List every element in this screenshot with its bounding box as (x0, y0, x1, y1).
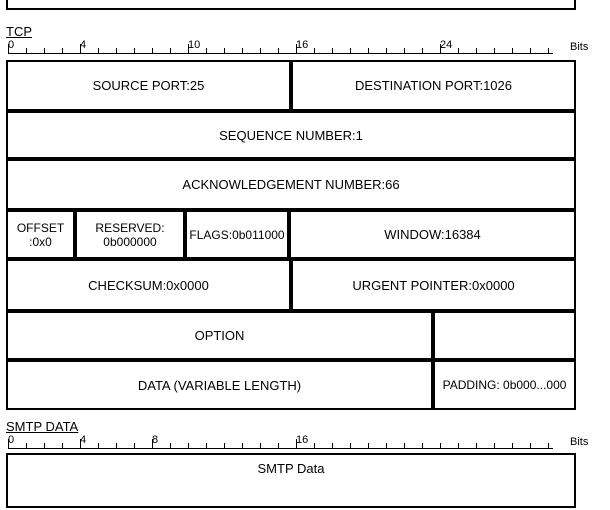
ruler-tick (98, 48, 99, 54)
ruler-tick (512, 48, 513, 54)
ruler-number: 0 (8, 39, 15, 51)
ruler-number: 0 (8, 434, 15, 446)
ruler-tick (62, 443, 63, 449)
ruler-tick (224, 48, 225, 54)
ruler-tick (242, 48, 243, 54)
ruler-tick (458, 443, 459, 449)
ruler-number: 10 (188, 39, 201, 51)
ruler-tick (350, 443, 351, 449)
ruler-tick (116, 443, 117, 449)
ruler-tick (314, 48, 315, 54)
ruler-tick (404, 443, 405, 449)
ruler-tick (26, 48, 27, 54)
field-option-filler (433, 311, 576, 360)
ruler-bits-label: Bits (570, 436, 589, 448)
ruler-tick (386, 48, 387, 54)
ruler-tick (206, 443, 207, 449)
ruler-tick (44, 48, 45, 54)
ruler-tick (152, 48, 153, 54)
ruler-tick (332, 48, 333, 54)
ruler-tick (422, 443, 423, 449)
ruler-tick (278, 443, 279, 449)
ruler-tick (260, 443, 261, 449)
ruler-tick (440, 443, 441, 449)
ruler-bits-label: Bits (570, 41, 589, 53)
ruler-tick (368, 443, 369, 449)
ruler-tick (170, 443, 171, 449)
previous-header-box-partial (6, 0, 576, 10)
ruler-tick (242, 443, 243, 449)
ruler-tick (476, 443, 477, 449)
ruler-tick (134, 48, 135, 54)
ruler-tick (98, 443, 99, 449)
ruler-tick (494, 443, 495, 449)
ruler-tick (548, 443, 549, 449)
field-checksum: CHECKSUM:0x0000 (6, 259, 291, 311)
ruler-tick (530, 48, 531, 54)
ruler-tick (188, 443, 189, 449)
ruler-tick (386, 443, 387, 449)
ruler-tick (62, 48, 63, 54)
ruler-number: 24 (440, 39, 453, 51)
ruler-number: 16 (296, 39, 309, 51)
ruler-tick (260, 48, 261, 54)
bit-ruler-tcp (8, 40, 598, 60)
ruler-tick (494, 48, 495, 54)
field-destination-port: DESTINATION PORT:1026 (291, 60, 576, 111)
ruler-tick (350, 48, 351, 54)
ruler-number: 8 (152, 434, 159, 446)
ruler-tick (422, 48, 423, 54)
ruler-tick (278, 48, 279, 54)
section-label-smtp-data: SMTP DATA (6, 419, 79, 434)
ruler-number: 4 (80, 39, 87, 51)
ruler-number: 4 (80, 434, 87, 446)
ruler-tick (548, 48, 549, 54)
field-urgent-pointer: URGENT POINTER:0x0000 (291, 259, 576, 311)
field-sequence-number: SEQUENCE NUMBER:1 (6, 111, 576, 159)
ruler-tick (134, 443, 135, 449)
ruler-tick (476, 48, 477, 54)
field-smtp-data: SMTP Data (6, 453, 576, 508)
field-acknowledgement-number: ACKNOWLEDGEMENT NUMBER:66 (6, 159, 576, 210)
ruler-number: 16 (296, 434, 309, 446)
ruler-tick (530, 443, 531, 449)
field-padding: PADDING: 0b000...000 (433, 360, 576, 410)
field-offset: OFFSET :0x0 (6, 210, 75, 259)
field-flags: FLAGS:0b011000 (185, 210, 289, 259)
ruler-tick (224, 443, 225, 449)
ruler-line (8, 53, 553, 54)
ruler-tick (116, 48, 117, 54)
ruler-tick (512, 443, 513, 449)
bit-ruler-smtp (8, 435, 598, 455)
ruler-tick (44, 443, 45, 449)
ruler-tick (404, 48, 405, 54)
ruler-tick (314, 443, 315, 449)
ruler-tick (368, 48, 369, 54)
field-option: OPTION (6, 311, 433, 360)
field-window: WINDOW:16384 (289, 210, 576, 259)
ruler-tick (170, 48, 171, 54)
ruler-tick (206, 48, 207, 54)
section-label-tcp: TCP (6, 24, 32, 39)
ruler-tick (332, 443, 333, 449)
ruler-tick (26, 443, 27, 449)
ruler-tick (458, 48, 459, 54)
field-source-port: SOURCE PORT:25 (6, 60, 291, 111)
ruler-line (8, 448, 553, 449)
field-data: DATA (VARIABLE LENGTH) (6, 360, 433, 410)
field-reserved: RESERVED: 0b000000 (75, 210, 185, 259)
